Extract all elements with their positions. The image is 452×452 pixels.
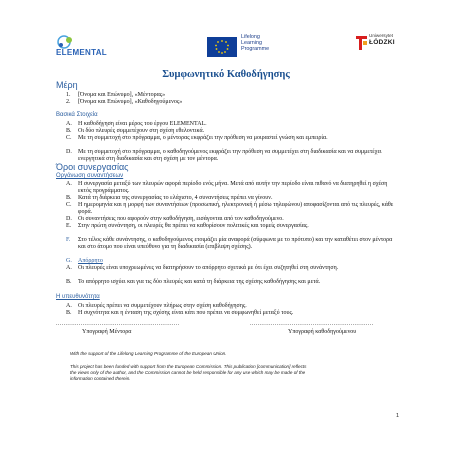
eu-flag-icon: [207, 37, 237, 57]
item-label: D.: [66, 216, 72, 222]
page-number: 1: [396, 413, 400, 419]
item-text: [Όνομα και Επώνυμο], «Καθοδηγούμενος»: [78, 99, 183, 105]
item-label: B.: [66, 310, 72, 316]
item-text: Με τη συμμετοχή στο πρόγραμμα, ο καθοδηγούμενος εκφράζει την πρόθεση να συμμετέχει στη διαδικασία και να συμμετέχει ενεργητικά στη διαδικασία και στη σχέση με τον μέντορα.: [78, 149, 382, 162]
document-title: Συμφωνητικό Καθοδήγησης: [162, 69, 290, 80]
item-label: B.: [66, 195, 72, 201]
mentee-signature-label: Υπογραφή καθοδηγούμενου: [288, 329, 357, 335]
item-label: E.: [66, 223, 72, 229]
llp-logo: [241, 34, 301, 60]
terms-heading: Όροι συνεργασίας: [56, 162, 129, 172]
item-text: Στην πρώτη συνάντηση, οι πλευρές θα πρέπει να καθορίσουν πολιτικές και τομείς συνεργασίας.: [78, 223, 309, 229]
item-label: A.: [66, 121, 72, 127]
mentor-signature-line: .................................................................: [56, 321, 180, 327]
item-text: Στο τέλος κάθε συνάντησης, ο καθοδηγούμενος ετοιμάζει μία αναφορά (σύμφωνα με το πρότυπο) και την καταθέτει στον μέντορα και στο άτομο που είναι υπεύθυνο για τη διαδικασία (επιβλεψη σχέσης).: [78, 237, 393, 250]
elemental-logo: [56, 34, 116, 60]
item-text: Οι πλευρές πρέπει να συμμετέχουν πλήρως στην σχέση καθοδήγησης.: [78, 303, 247, 309]
item-label: G.: [66, 258, 72, 264]
item-text: Η συνεργασία μεταξύ των πλευρών αφορά περίοδο ενός μήνα. Μετά από αυτήν την περίοδο είναι πιθανό να διατηρηθεί η σχέση εκτός προγράμματος.: [78, 181, 388, 194]
mentor-signature-label: Υπογραφή Μέντορα: [82, 329, 132, 335]
item-text: Οι δύο πλευρές συμμετέχουν στη σχέση εθελοντικά.: [78, 128, 205, 134]
item-text: Απόρρητο: [78, 258, 103, 264]
item-label: A.: [66, 265, 72, 271]
eu-stars-icon: [207, 37, 237, 57]
item-label: B.: [66, 279, 72, 285]
item-label: 2.: [66, 99, 71, 105]
item-text: Η ημερομηνία και η μορφή των συναντήσεων (προσωπική, ηλεκτρονική ή μέσω τηλεφώνου) αποφασίζονται από τις πλευρές, κάθε φορά.: [78, 202, 394, 215]
llp-line-1: Lifelong: [241, 34, 260, 40]
item-text: Κατά τη διάρκεια της συνεργασίας το ελάχιστο, 4 συναντήσεις πρέπει να γίνουν.: [78, 195, 273, 201]
item-text: Οι συναντήσεις που αφορούν στην καθοδήγηση, εισάγονται από τον καθοδηγούμενο.: [78, 216, 284, 222]
parties-heading: Μέρη: [56, 80, 78, 90]
item-label: C.: [66, 202, 72, 208]
basic-heading: Βασικά Στοιχεία: [56, 112, 98, 118]
mentee-signature-line: .................................................................: [250, 321, 374, 327]
item-text: Με τη συμμετοχή στο πρόγραμμα, ο μέντορας εκφράζει την πρόθεση να μοιραστεί γνώση και εμπειρία.: [78, 135, 328, 141]
footer-disclaimer-2: the views only of the author, and the Commission cannot be held responsible for any use which may be made of the: [70, 370, 306, 375]
item-text: Οι πλευρές είναι υποχρεωμένες να διατηρήσουν το απόρρητο σχετικά με ότι έχει συζητηθεί στη συνάντηση.: [78, 265, 339, 271]
footer-support: With the support of the Lifelong Learning Programme of the European Union.: [70, 351, 227, 356]
responsibility-heading: Η υπευθυνότητα: [56, 294, 100, 300]
item-label: C.: [66, 135, 72, 141]
item-label: B.: [66, 128, 72, 134]
llp-line-2: Learning: [241, 40, 262, 47]
lodz-university-logo: [355, 33, 403, 61]
llp-line-3: Programme: [241, 46, 270, 53]
footer-disclaimer-3: information contained therein.: [70, 376, 131, 381]
item-label: A.: [66, 181, 72, 187]
item-label: 1.: [66, 92, 71, 98]
lodz-university-label: Uniwersytet: [369, 33, 393, 38]
item-label: F.: [66, 237, 71, 243]
lodz-emblem-icon: [355, 35, 368, 51]
org-heading: Οργάνωση συναντήσεων: [56, 173, 124, 179]
item-text: [Όνομα και Επώνυμο], «Μέντορας»: [78, 92, 166, 98]
item-text: Η συχνότητα και η ένταση της σχέσης είναι κάτι που πρέπει να συμφωνηθεί μεταξύ τους.: [78, 310, 294, 316]
item-text: Η καθοδήγηση είναι μέρος του έργου ELEMENTAL.: [78, 121, 207, 127]
item-label: A.: [66, 303, 72, 309]
footer-disclaimer-1: This project has been funded with support from the European Commission. This publication [communication] reflects: [70, 364, 307, 369]
item-text: Το απόρρητο ισχύει και για τις δύο πλευρές και κατά τη διάρκεια της σχέσης καθοδήγησης και μετά.: [78, 279, 321, 285]
elemental-logo-text: ELEMENTAL: [56, 48, 107, 57]
item-label: D.: [66, 149, 72, 155]
lodz-name-label: ŁÓDZKI: [369, 39, 395, 46]
